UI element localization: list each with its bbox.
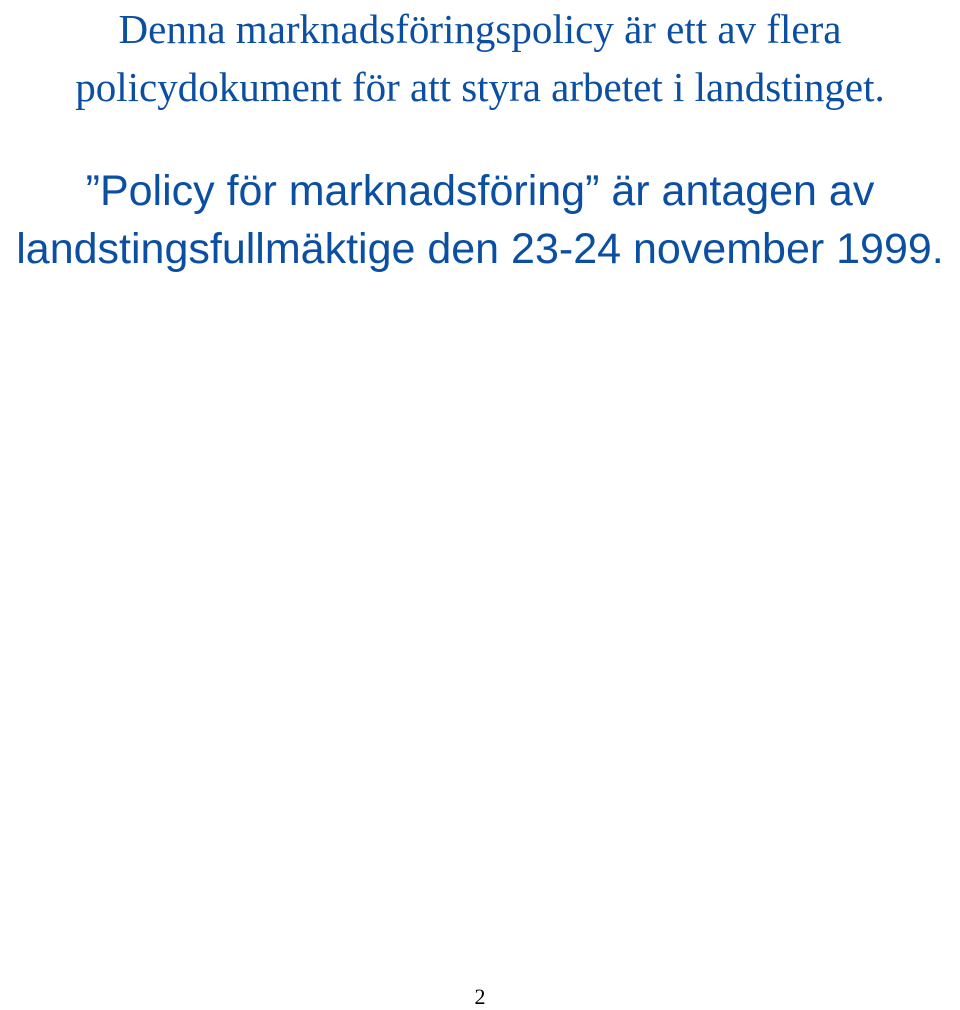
adoption-line-1: ”Policy för marknadsföring” är antagen av <box>85 167 875 215</box>
page-number: 2 <box>474 984 486 1009</box>
intro-line-1: Denna marknadsföringspolicy är ett av flera <box>118 6 842 52</box>
intro-line-2: policydokument för att styra arbetet i landstinget. <box>75 64 885 110</box>
adoption-statement <box>0 162 960 278</box>
adoption-line-2: landstingsfullmäktige den 23-24 november 1999. <box>16 225 944 273</box>
intro-paragraph <box>0 0 960 116</box>
